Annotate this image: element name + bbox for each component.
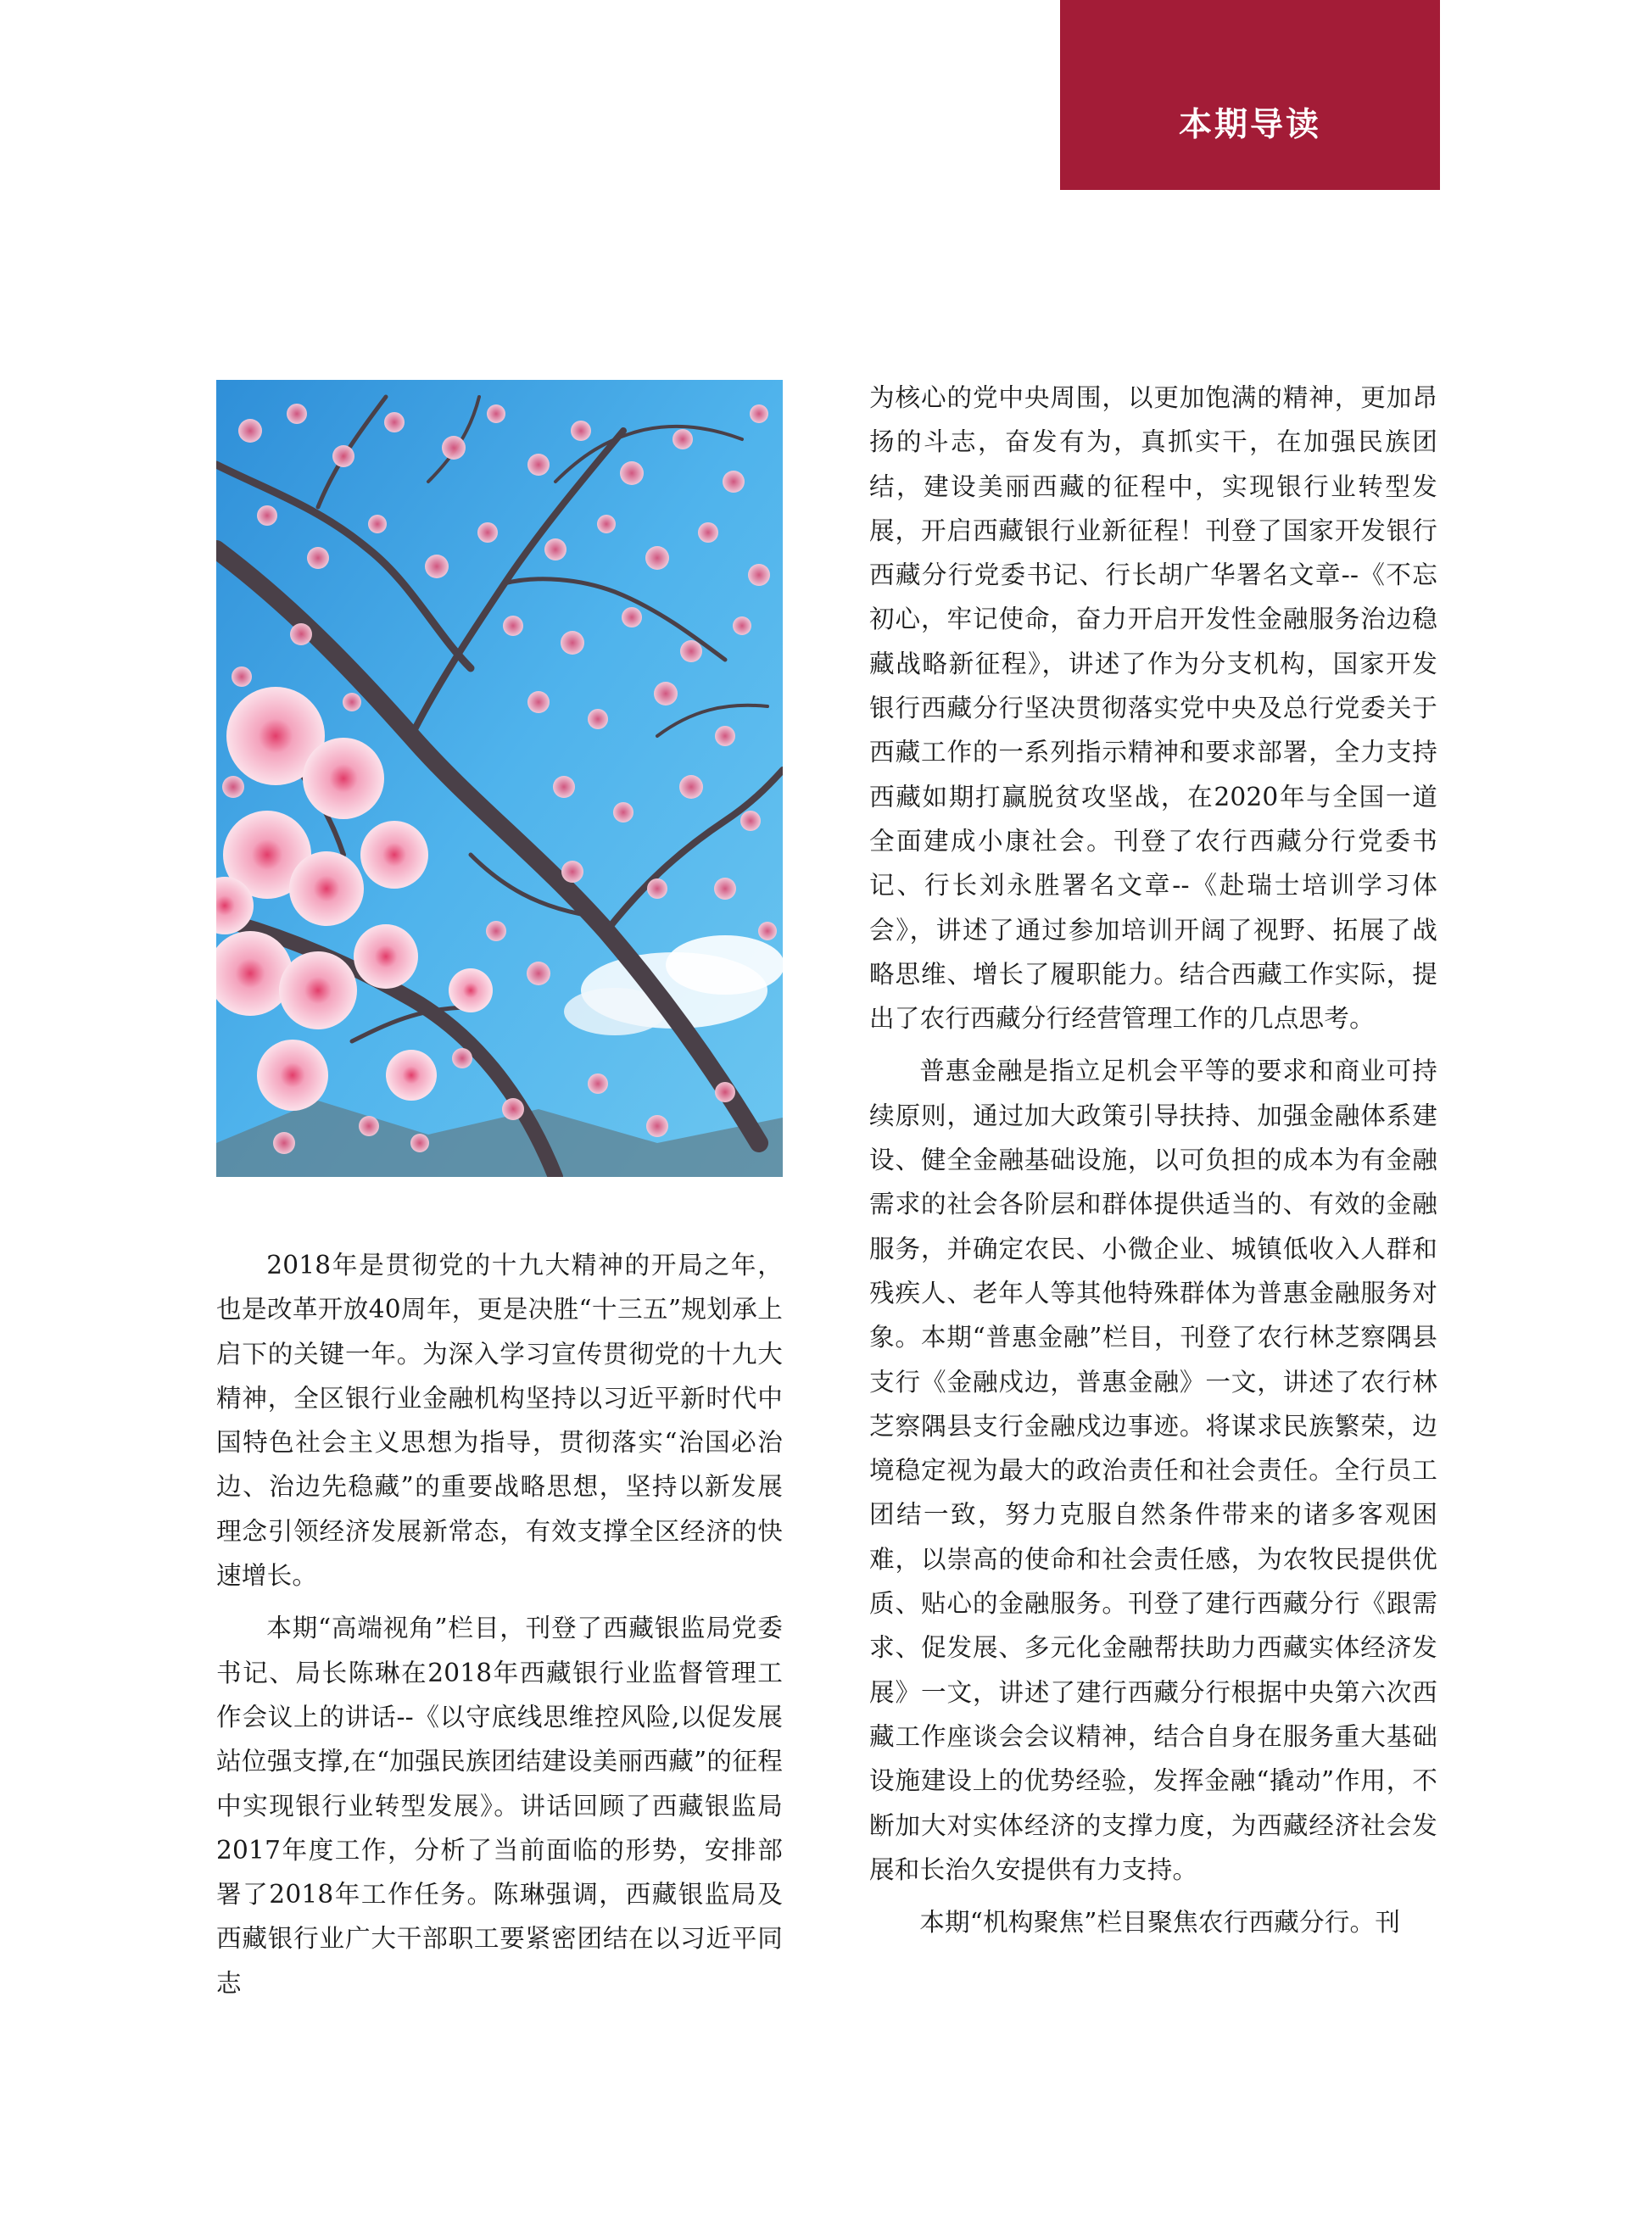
paragraph-high-end-view: 本期“高端视角”栏目，刊登了西藏银监局党委书记、局长陈琳在2018年西藏银行业监督管理工作会议上的讲话--《以守底线思维控风险,以促发展站位强支撑,在“加强民族团结建设美丽西藏”的征程中实现银行业转型发展》。讲话回顾了西藏银监局2017年度工作，分析了当前面临的形势，安排部署了2018年工作任务。陈琳强调，西藏银监局及西藏银行业广大干部职工要紧密团结在以习近平同志 <box>216 1614 783 1998</box>
left-text-column <box>216 1243 783 2014</box>
paragraph-institution-focus: 本期“机构聚焦”栏目聚焦农行西藏分行。刊 <box>919 1908 1401 1938</box>
right-text-column <box>869 376 1437 1953</box>
section-header-tab <box>1060 0 1440 190</box>
section-header-label: 本期导读 <box>1178 106 1321 144</box>
paragraph-intro: 2018年是贯彻党的十九大精神的开局之年，也是改革开放40周年，更是决胜“十三五”规划承上启下的关键一年。为深入学习宣传贯彻党的十九大精神，全区银行业金融机构坚持以习近平新时代中国特色社会主义思想为指导，贯彻落实“治国必治边、治边先稳藏”的重要战略思想，坚持以新发展理念引领经济发展新常态，有效支撑全区经济的快速增长。 <box>216 1251 783 1591</box>
paragraph-inclusive-finance: 普惠金融是指立足机会平等的要求和商业可持续原则，通过加大政策引导扶持、加强金融体系建设、健全金融基础设施，以可负担的成本为有金融需求的社会各阶层和群体提供适当的、有效的金融服务，并确定农民、小微企业、城镇低收入人群和残疾人、老年人等其他特殊群体为普惠金融服务对象。本期“普惠金融”栏目，刊登了农行林芝察隅县支行《金融戍边，普惠金融》一文，讲述了农行林芝察隅县支行金融戍边事迹。将谋求民族繁荣，边境稳定视为最大的政治责任和社会责任。全行员工团结一致，努力克服自然条件带来的诸多客观困难，以崇高的使命和社会责任感，为农牧民提供优质、贴心的金融服务。刊登了建行西藏分行《跟需求、促发展、多元化金融帮扶助力西藏实体经济发展》一文，讲述了建行西藏分行根据中央第六次西藏工作座谈会会议精神，结合自身在服务重大基础设施建设上的优势经验，发挥金融“撬动”作用，不断加大对实体经济的支撑力度，为西藏经济社会发展和长治久安提供有力支持。 <box>869 1057 1437 1884</box>
paragraph-continued: 为核心的党中央周围，以更加饱满的精神，更加昂扬的斗志，奋发有为，真抓实干，在加强民族团结，建设美丽西藏的征程中，实现银行业转型发展，开启西藏银行业新征程！刊登了国家开发银行西藏分行党委书记、行长胡广华署名文章--《不忘初心，牢记使命，奋力开启开发性金融服务治边稳藏战略新征程》，讲述了作为分支机构，国家开发银行西藏分行坚决贯彻落实党中央及总行党委关于西藏工作的一系列指示精神和要求部署，全力支持西藏如期打赢脱贫攻坚战，在2020年与全国一道全面建成小康社会。刊登了农行西藏分行党委书记、行长刘永胜署名文章--《赴瑞士培训学习体会》，讲述了通过参加培训开阔了视野、拓展了战略思维、增长了履职能力。结合西藏工作实际，提出了农行西藏分行经营管理工作的几点思考。 <box>869 383 1437 1034</box>
plum-blossom-photo <box>216 380 783 1177</box>
